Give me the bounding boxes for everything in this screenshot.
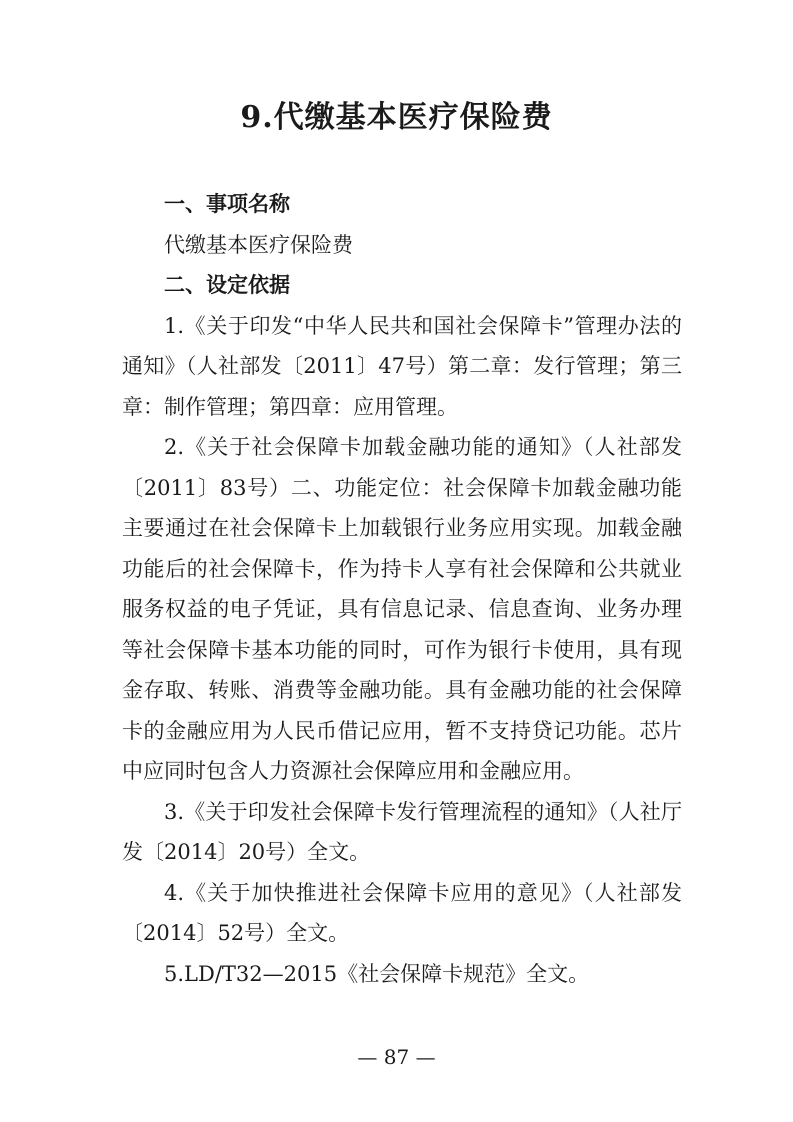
basis-paragraph-1: 1.《关于印发“中华人民共和国社会保障卡”管理办法的通知》（人社部发〔2011〕47号）第二章：发行管理；第三章：制作管理；第四章：应用管理。 <box>122 313 682 419</box>
basis-paragraph-3: 3.《关于印发社会保障卡发行管理流程的通知》（人社厅发〔2014〕20号）全文。 <box>122 799 682 864</box>
section-heading-item-name: 一、事项名称 <box>164 192 290 216</box>
page-number: — 87 — <box>357 1045 436 1069</box>
item-name-text: 代缴基本医疗保险费 <box>164 232 353 257</box>
document-body <box>122 184 682 994</box>
basis-paragraph-4: 4.《关于加快推进社会保障卡应用的意见》（人社部发〔2014〕52号）全文。 <box>122 880 682 945</box>
page-title: 9.代缴基本医疗保险费 <box>240 100 553 135</box>
section-heading-legal-basis: 二、设定依据 <box>164 273 290 297</box>
basis-paragraph-5: 5.LD/T32—2015《社会保障卡规范》全文。 <box>164 961 590 986</box>
basis-paragraph-2: 2.《关于社会保障卡加载金融功能的通知》（人社部发〔2011〕83号）二、功能定位：社会保障卡加载金融功能主要通过在社会保障卡上加载银行业务应用实现。加载金融功能后的社会保障卡，作为持卡人享有社会保障和公共就业服务权益的电子凭证，具有信息记录、信息查询、业务办理等社会保障卡基本功能的同时，可作为银行卡使用，具有现金存取、转账、消费等金融功能。具有金融功能的社会保障卡的金融应用为人民币借记应用，暂不支持贷记功能。芯片中应同时包含人力资源社会保障应用和金融应用。 <box>122 435 682 783</box>
